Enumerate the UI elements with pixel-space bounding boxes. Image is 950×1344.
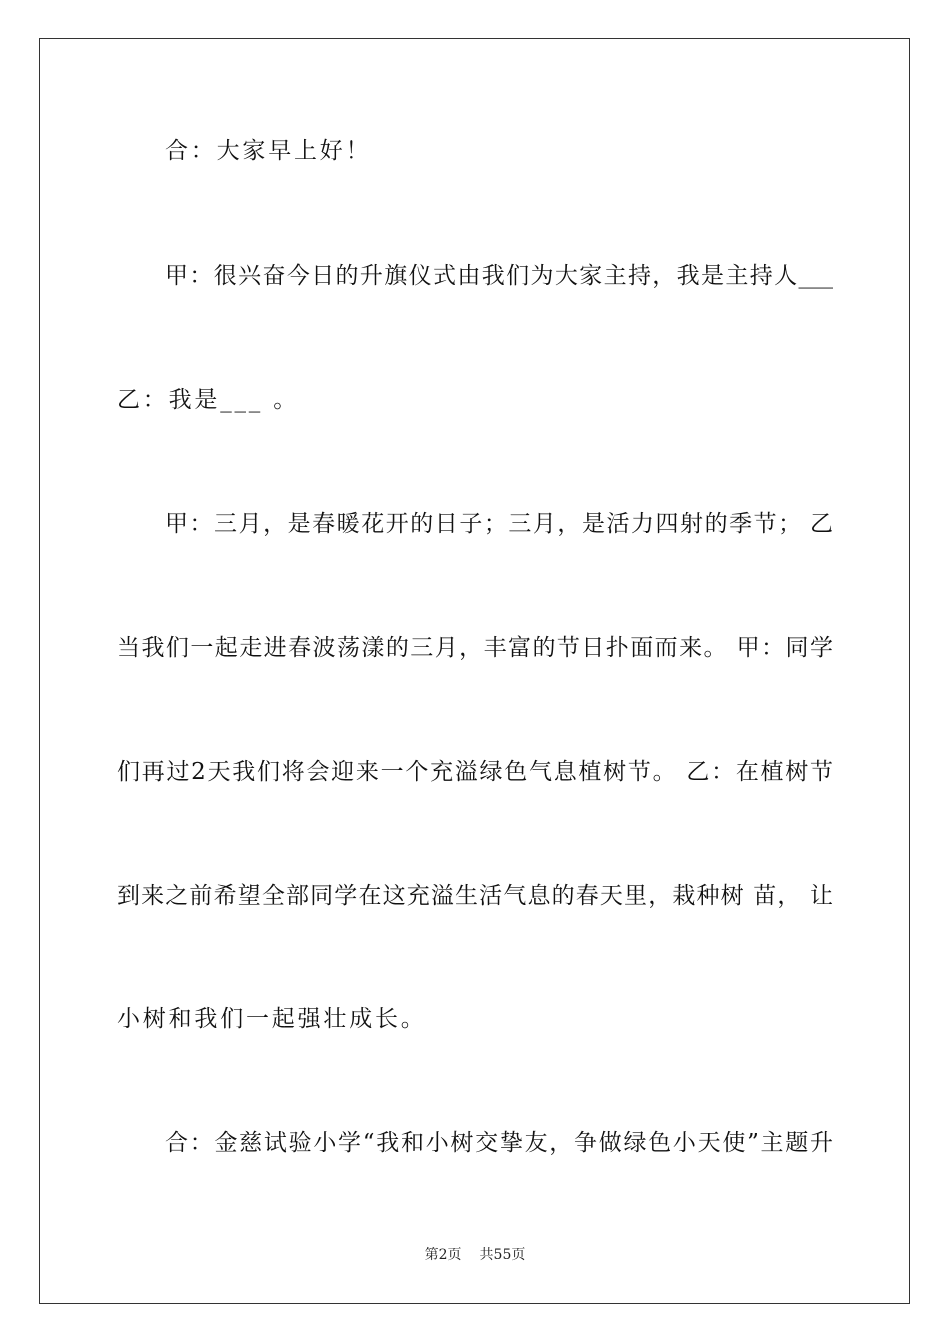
text-line-9: 合：金慈试验小学“我和小树交挚友，争做绿色小天使”主题升 <box>165 1130 833 1156</box>
text-line-1: 合：大家早上好！ <box>165 138 372 164</box>
page-footer <box>0 1245 950 1265</box>
text-line-3: 乙：我是___ 。 <box>117 387 300 413</box>
text-line-6: 们再过2天我们将会迎来一个充溢绿色气息植树节。 乙：在植树节 <box>117 759 833 785</box>
total-pages: 共55页 <box>479 1247 526 1263</box>
text-line-5: 当我们一起走进春波荡漾的三月，丰富的节日扑面而来。 甲：同学 <box>117 635 833 661</box>
text-line-2: 甲：很兴奋今日的升旗仪式由我们为大家主持，我是主持人___ <box>165 263 833 289</box>
text-line-7: 到来之前希望全部同学在这充溢生活气息的春天里，栽种树 苗， 让 <box>117 883 833 909</box>
text-line-4: 甲：三月，是春暖花开的日子；三月，是活力四射的季节； 乙 <box>165 511 833 537</box>
page-number: 第2页 <box>424 1247 462 1263</box>
text-line-8: 小树和我们一起强壮成长。 <box>117 1006 427 1032</box>
page-border <box>39 38 910 1304</box>
